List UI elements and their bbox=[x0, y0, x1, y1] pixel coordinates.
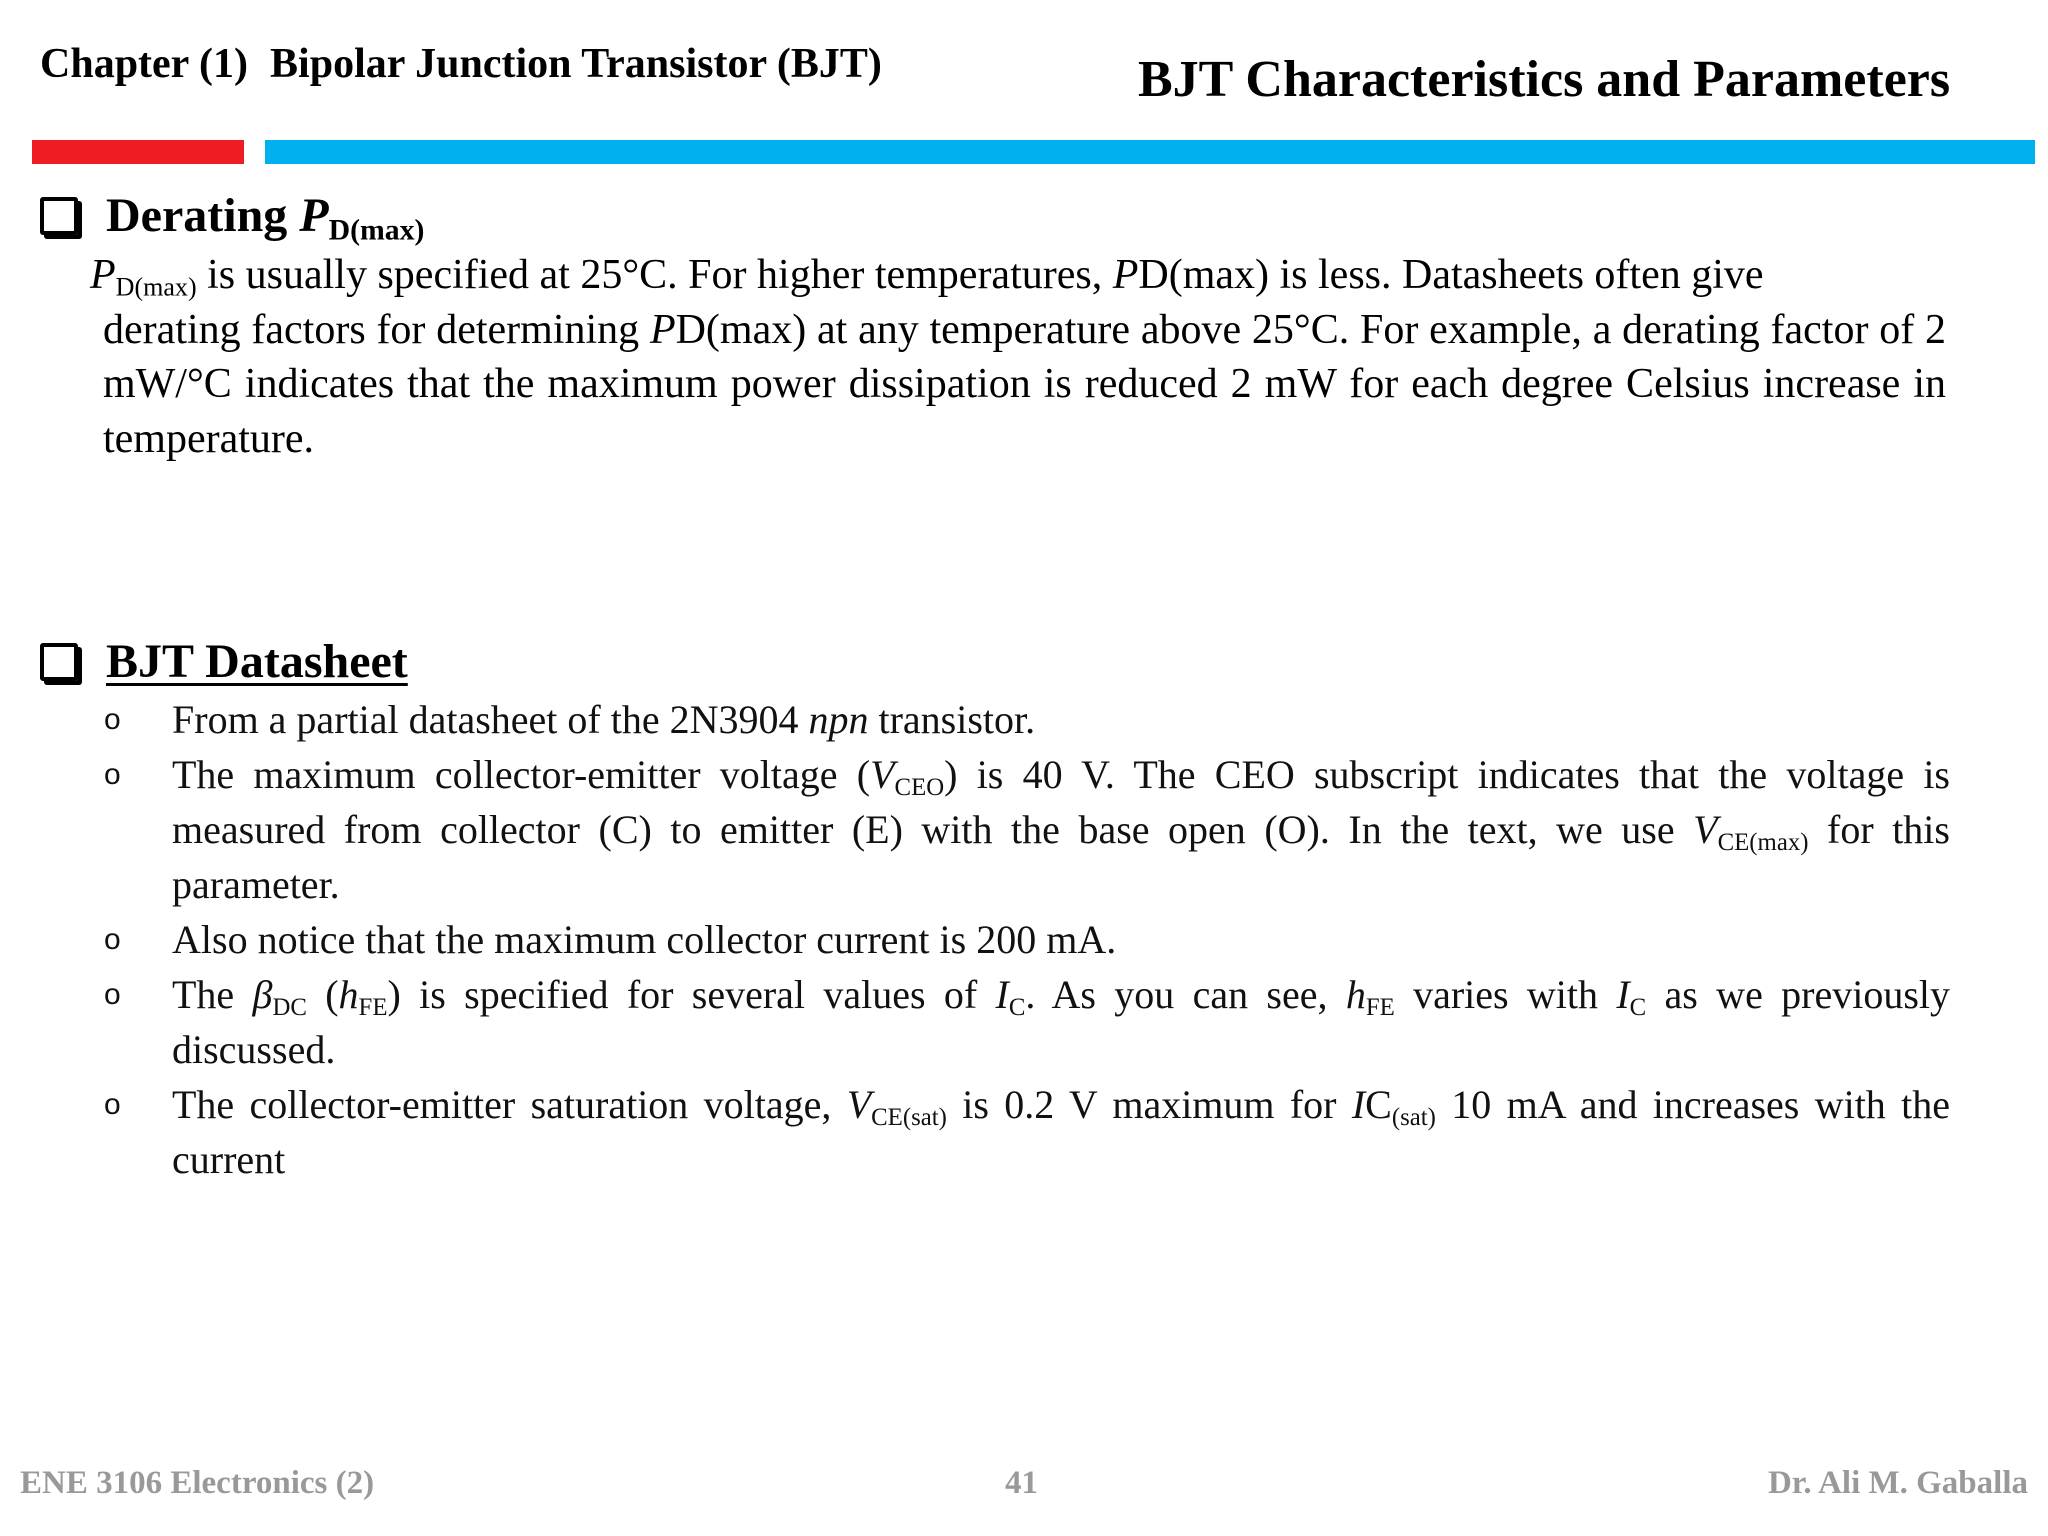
footer-course: ENE 3106 Electronics (2) bbox=[20, 1465, 375, 1501]
chapter-number: Chapter (1) bbox=[40, 41, 249, 87]
derating-paragraph bbox=[90, 248, 1946, 466]
circle-bullet-icon: o bbox=[104, 978, 121, 1011]
list-item bbox=[100, 692, 1950, 747]
circle-bullet-icon: o bbox=[104, 703, 121, 736]
bullet-text: The $\beta_{DC}$ $(h_{FE})$ is specified for several values of $I_C$. As you can see, $h_{FE}$ varies with $I_C$ as we previously discussed. bbox=[172, 972, 1951, 1072]
bullet-text: Also notice that the maximum collector current is 200 mA. bbox=[172, 917, 1117, 962]
datasheet-bullet-list bbox=[100, 692, 1950, 1187]
list-item bbox=[100, 912, 1950, 967]
header-blue-bar bbox=[265, 140, 2035, 164]
chapter-label bbox=[40, 40, 882, 88]
checkbox-bullet-icon bbox=[40, 197, 78, 235]
list-item bbox=[100, 747, 1950, 912]
list-item bbox=[100, 1077, 1950, 1187]
chapter-topic: Bipolar Junction Transistor (BJT) bbox=[270, 41, 882, 87]
footer-page-number: 41 bbox=[1005, 1465, 1038, 1501]
heading-text: BJT Datasheet bbox=[106, 635, 408, 688]
slide-title: BJT Characteristics and Parameters bbox=[1138, 51, 1951, 108]
heading-text: Derating $P_{D(max)}$ bbox=[106, 189, 425, 247]
circle-bullet-icon: o bbox=[104, 758, 121, 791]
circle-bullet-icon: o bbox=[104, 923, 121, 956]
section-heading-datasheet bbox=[40, 634, 408, 689]
checkbox-bullet-icon bbox=[40, 643, 78, 681]
section-heading-derating bbox=[40, 188, 425, 247]
bullet-text: From a partial datasheet of the 2N3904 npn transistor. bbox=[172, 697, 1036, 742]
list-item bbox=[100, 967, 1950, 1077]
footer-author: Dr. Ali M. Gaballa bbox=[1767, 1465, 2028, 1501]
header-red-bar bbox=[32, 140, 244, 164]
circle-bullet-icon: o bbox=[104, 1088, 121, 1121]
paragraph-continuation: derating factors for determining PD(max) at any temperature above 25°C. For example, a derating factor of 2 mW/°C indicates that the maximum power dissipation is reduced 2 mW for each degree Celsius increase in temperature. bbox=[103, 306, 1946, 462]
bullet-text: The maximum collector-emitter voltage $(V_{CEO})$ is 40 V. The CEO subscript indicates that the voltage is measured from collector (C) to emitter (E) with the base open (O). In the text, we use $V_{CE(max)}$ for this parameter. bbox=[172, 752, 1950, 907]
bullet-text: The collector-emitter saturation voltage, $V_{CE(sat)}$ is 0.2 V maximum for $IC_{(sat)}$ 10 mA and increases with the current bbox=[172, 1082, 1951, 1182]
paragraph-line-1: $P_{D(max)}$ is usually specified at 25°C. For higher temperatures, PD(max) is less. Datasheets often give bbox=[90, 252, 1764, 302]
